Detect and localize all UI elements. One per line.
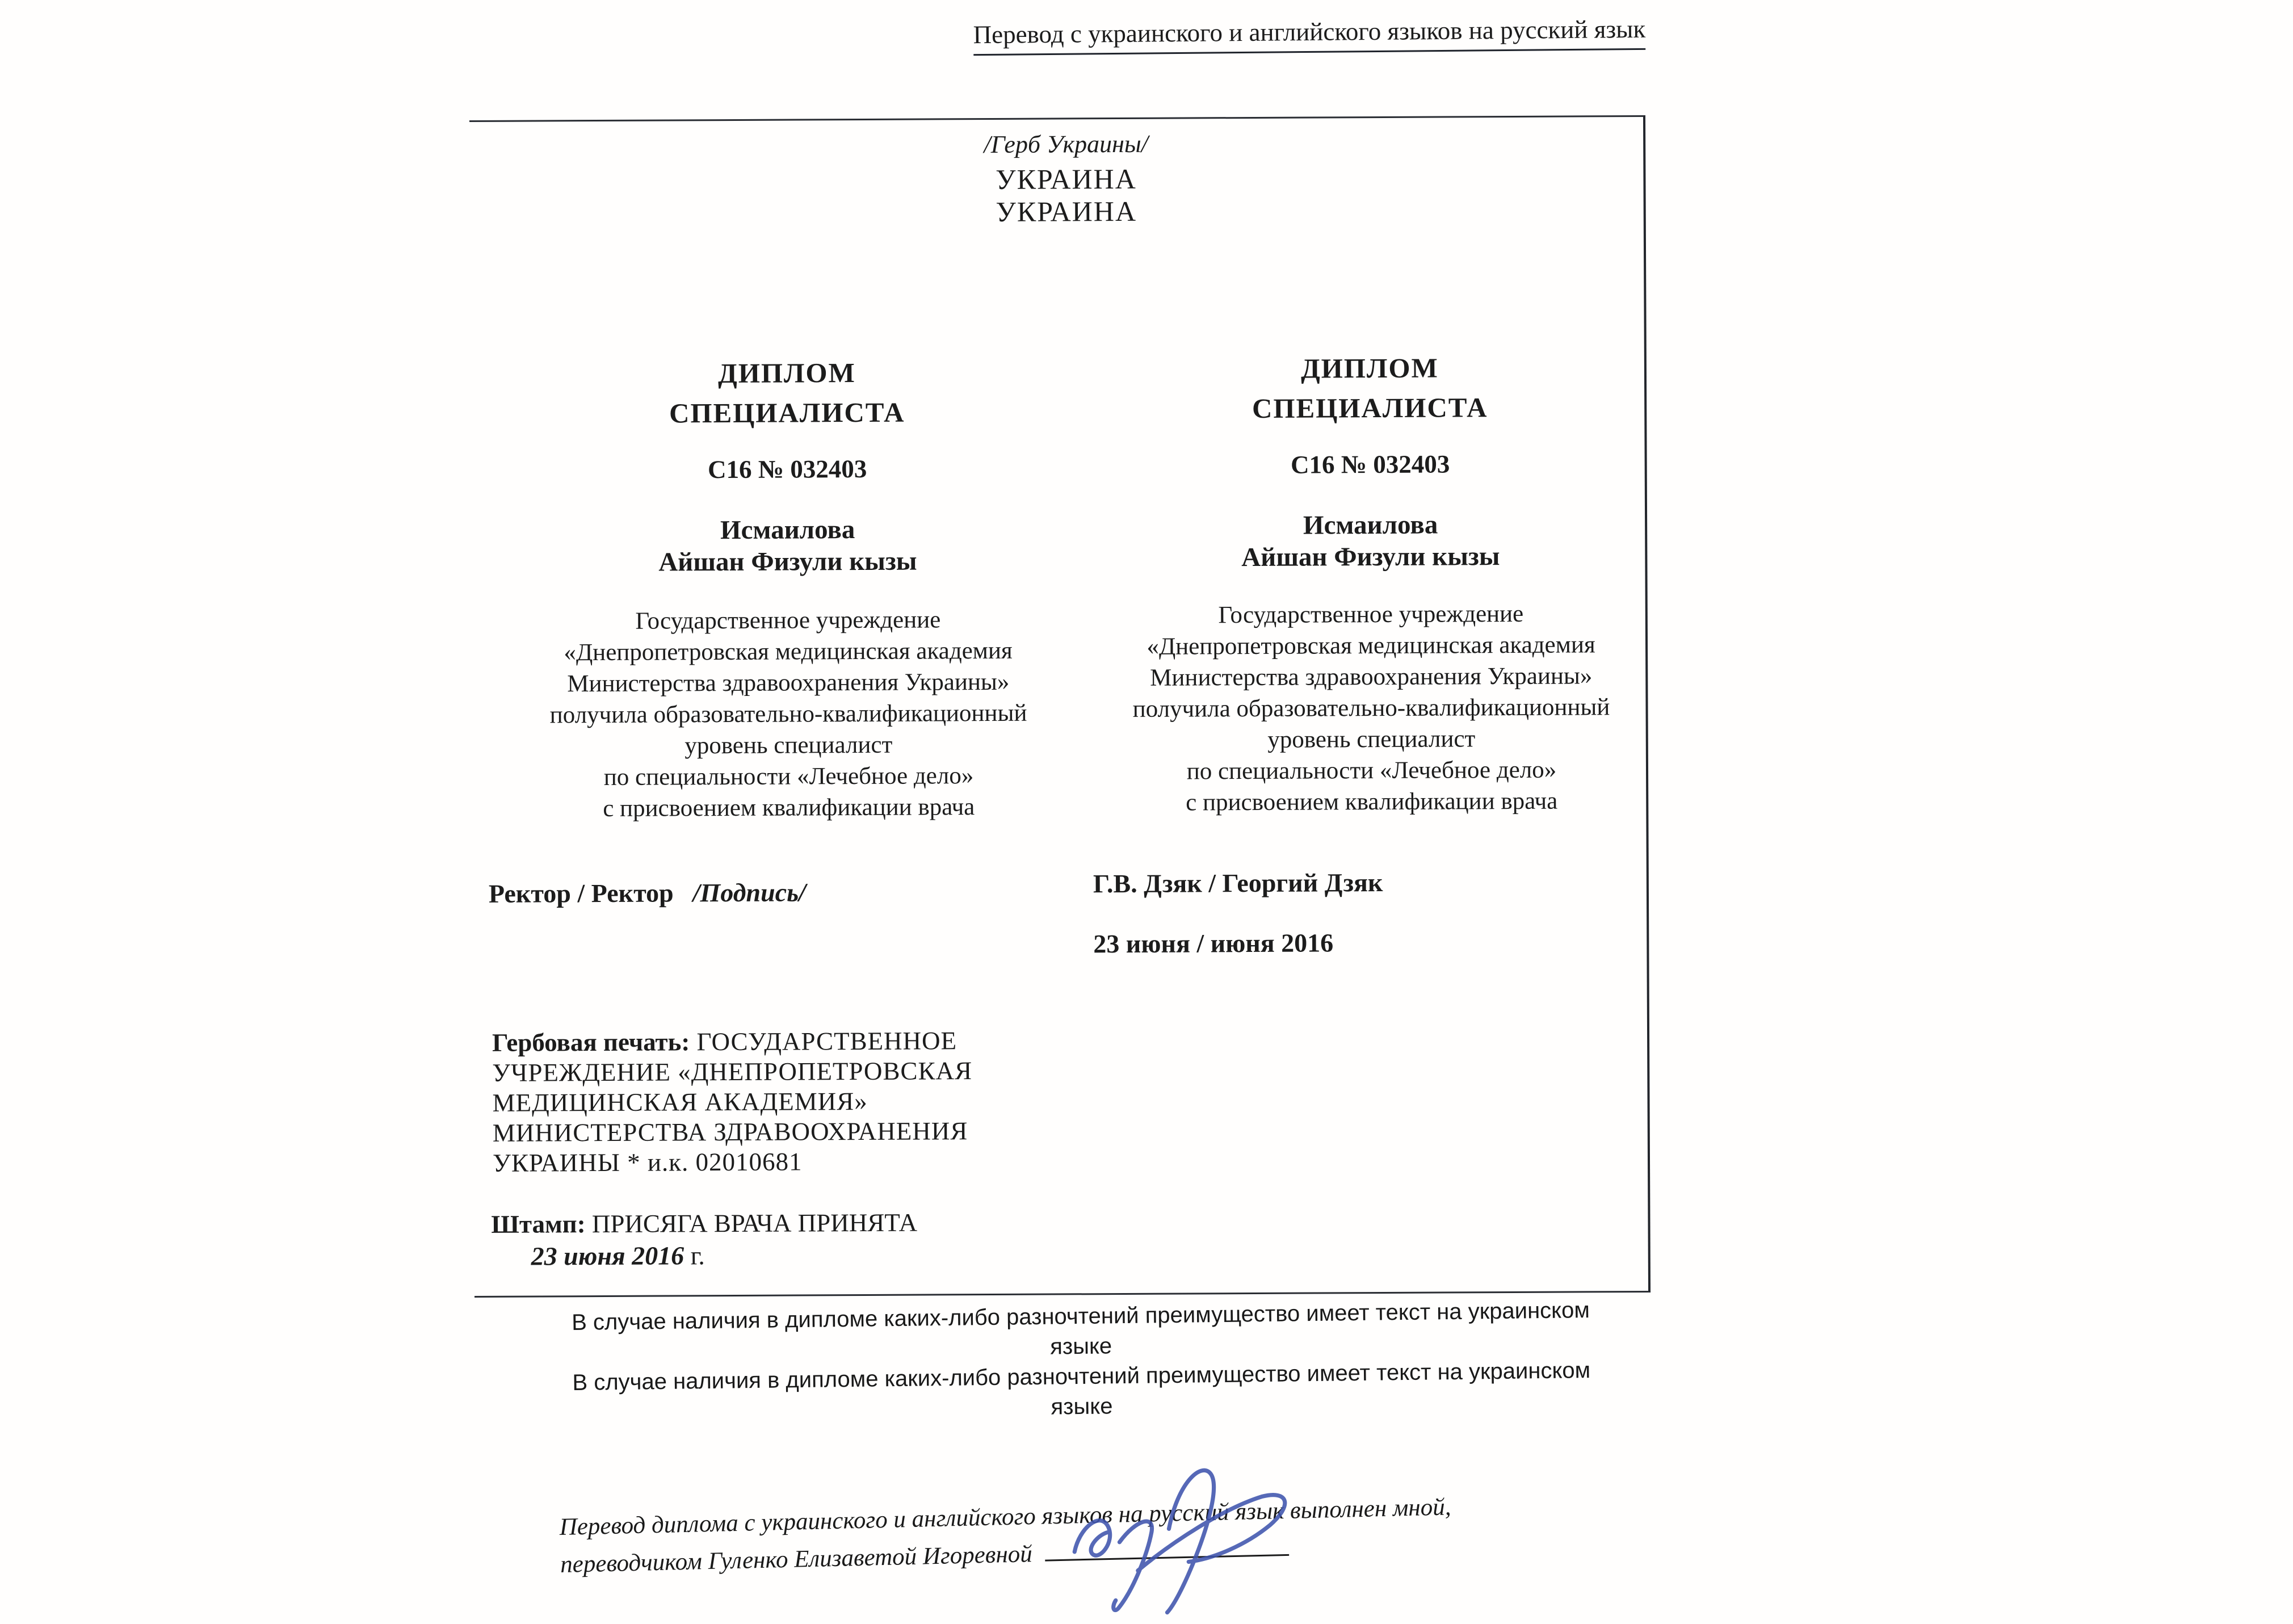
country-line-1: УКРАИНА [996, 162, 1137, 195]
seal-text: ГОСУДАРСТВЕННОЕ [696, 1026, 957, 1056]
right-diploma-title-line1: ДИПЛОМ [1300, 352, 1439, 384]
seal-transcription-block [492, 1026, 1003, 1178]
left-body-line: уровень специалист [684, 731, 893, 759]
translator-name-text: переводчиком Гуленко Елизаветой Игоревной [560, 1541, 1033, 1578]
rector-label: Ректор / Ректор [488, 878, 674, 908]
right-holder-name: Айшан Физули кызы [1241, 542, 1500, 573]
left-body-line: получила образовательно-квалификационный [549, 699, 1027, 729]
stamp-text: ПРИСЯГА ВРАЧА ПРИНЯТА [591, 1208, 918, 1239]
left-diploma-title-line1: ДИПЛОМ [717, 357, 856, 389]
left-body-line: Министерства здравоохранения Украины» [567, 668, 1010, 698]
left-body-line: с присвоением квалификации врача [603, 794, 975, 822]
seal-label: Гербовая печать: [492, 1027, 690, 1057]
right-body-line: Министерства здравоохранения Украины» [1150, 662, 1593, 691]
seal-line-2: УЧРЕЖДЕНИЕ «ДНЕПРОПЕТРОВСКАЯ [492, 1056, 973, 1087]
country-line-2: УКРАИНА [996, 195, 1137, 228]
stamp-label: Штамп: [491, 1210, 586, 1239]
diploma-frame [469, 115, 1651, 1298]
right-body-line: с присвоением квалификации врача [1186, 787, 1558, 816]
stamp-date-line [531, 1240, 705, 1271]
left-body-line: по специальности «Лечебное дело» [603, 762, 974, 791]
signature-placeholder-note: /Подпись/ [692, 878, 806, 908]
left-body-line: «Днепропетровская медицинская академия [564, 637, 1013, 666]
right-body-line: «Днепропетровская медицинская академия [1146, 631, 1595, 660]
left-body-line: Государственное учреждение [635, 606, 941, 635]
right-diploma-number: С16 № 032403 [1290, 450, 1450, 479]
discrepancy-disclaimer-block [539, 1295, 1624, 1428]
issue-date-line: 23 июня / июня 2016 [1093, 928, 1334, 959]
discrepancy-disclaimer-line2: В случае наличия в дипломе каких-либо разночтений преимущество имеет текст на украинском языке [572, 1358, 1591, 1420]
discrepancy-disclaimer-line1: В случае наличия в дипломе каких-либо разночтений преимущество имеет текст на украинском языке [571, 1298, 1590, 1359]
stamp-date: 23 июня 2016 [531, 1241, 684, 1271]
left-diploma-number: С16 № 032403 [707, 454, 867, 484]
handwritten-signature [1048, 1454, 1321, 1624]
right-body-line: уровень специалист [1267, 725, 1476, 753]
translator-certification-line1: Перевод диплома с украинского и английского языков на русский язык выполнен мной, [559, 1493, 1451, 1541]
right-holder-surname: Исмаилова [1303, 510, 1438, 540]
translation-direction-text: Перевод с украинского и английского языков на русский язык [973, 14, 1645, 56]
left-holder-name: Айшан Физули кызы [658, 546, 917, 577]
right-body-line: по специальности «Лечебное дело» [1186, 756, 1557, 785]
left-holder-surname: Исмаилова [720, 515, 855, 545]
right-body-line: Государственное учреждение [1218, 600, 1524, 629]
translation-direction-note [949, 14, 1670, 56]
seal-line-1 [492, 1026, 1003, 1058]
seal-line-5: УКРАИНЫ * и.к. 02010681 [492, 1147, 803, 1177]
rector-line [489, 877, 806, 908]
left-diploma-title-line2: СПЕЦИАЛИСТА [669, 396, 905, 429]
stamp-date-suffix: г. [684, 1241, 705, 1270]
seal-line-3: МЕДИЦИНСКАЯ АКАДЕМИЯ» [492, 1086, 868, 1117]
stamp-transcription-line [491, 1208, 917, 1239]
right-diploma-title-line2: СПЕЦИАЛИСТА [1252, 392, 1488, 424]
right-body-line: получила образовательно-квалификационный [1132, 694, 1610, 723]
emblem-note: /Герб Украины/ [984, 129, 1149, 159]
seal-line-4: МИНИСТЕРСТВА ЗДРАВООХРАНЕНИЯ [492, 1117, 968, 1147]
rector-name-line: Г.В. Дзяк / Георгий Дзяк [1093, 867, 1383, 899]
